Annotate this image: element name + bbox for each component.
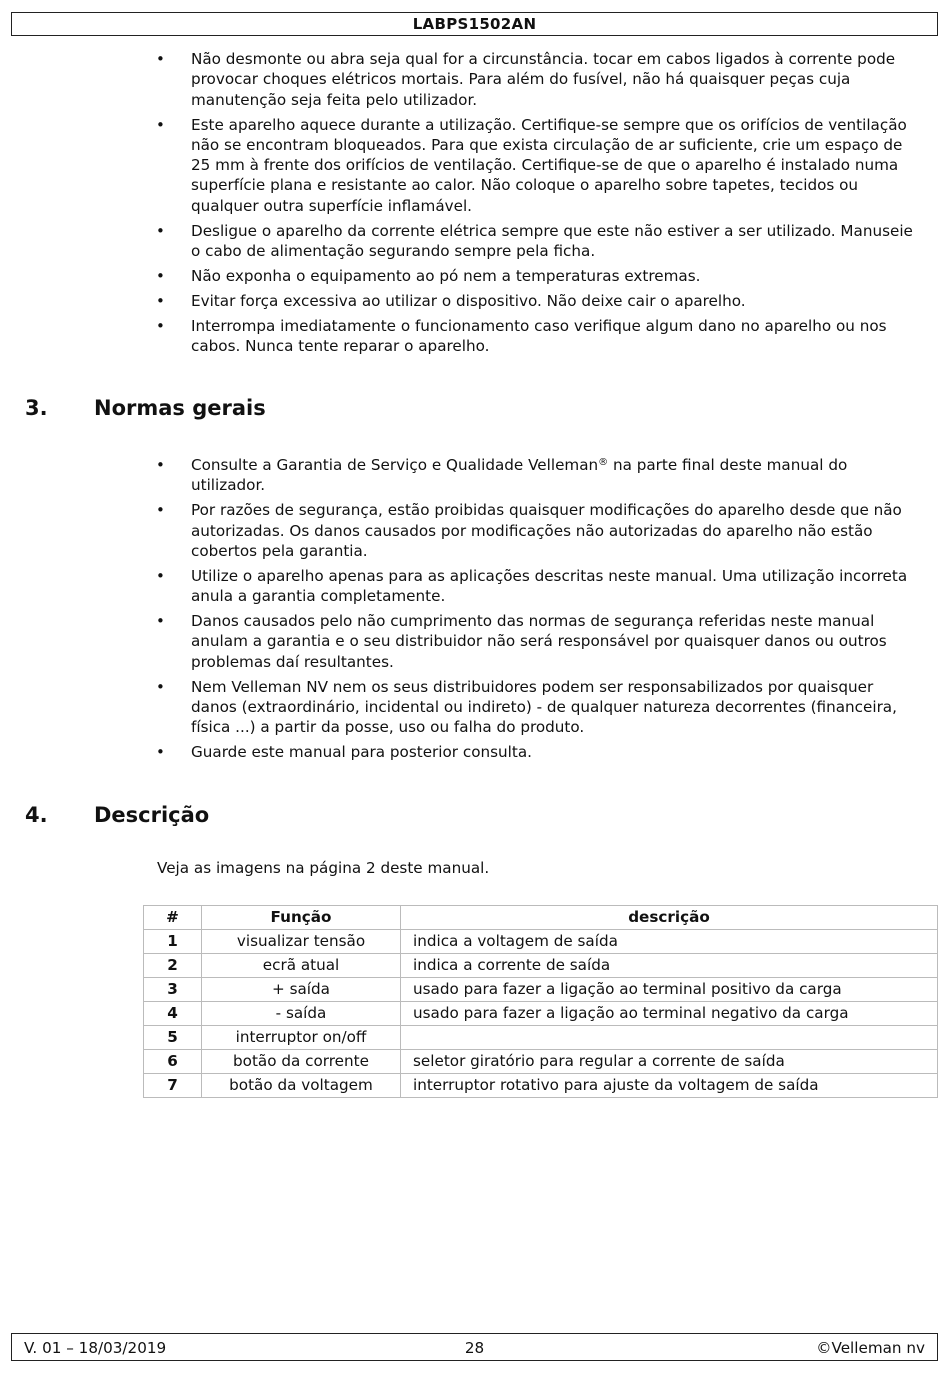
list-item bbox=[0, 115, 950, 216]
row-function: + saída bbox=[202, 978, 401, 1002]
list-item bbox=[0, 611, 950, 672]
footer-page-number: 28 bbox=[464, 1339, 485, 1357]
general-norms-list bbox=[0, 455, 950, 767]
row-description: usado para fazer a ligação ao terminal negativo da carga bbox=[401, 1002, 938, 1026]
description-table bbox=[143, 905, 938, 1098]
bullet-dot: • bbox=[156, 566, 165, 585]
column-header-number: # bbox=[144, 906, 202, 930]
bullet-dot: • bbox=[156, 677, 165, 696]
row-description: seletor giratório para regular a corrente de saída bbox=[401, 1050, 938, 1074]
section-4-intro: Veja as imagens na página 2 deste manual. bbox=[157, 859, 490, 877]
row-number: 2 bbox=[144, 954, 202, 978]
column-header-description: descrição bbox=[401, 906, 938, 930]
list-item-text: Consulte a Garantia de Serviço e Qualidade Velleman bbox=[191, 456, 599, 474]
list-item-text: Utilize o aparelho apenas para as aplicações descritas neste manual. Uma utilização incorreta anula a garantia completamente. bbox=[191, 566, 908, 606]
list-item-text: Interrompa imediatamente o funcionamento caso verifique algum dano no aparelho ou nos cabos. Nunca tente reparar o aparelho. bbox=[191, 317, 887, 356]
table-row bbox=[144, 1050, 938, 1074]
bullet-dot: • bbox=[156, 221, 165, 240]
column-header-function: Função bbox=[202, 906, 401, 930]
section-3-number: 3. bbox=[25, 396, 48, 420]
section-3-title: Normas gerais bbox=[94, 396, 266, 420]
list-item-text: Não exponha o equipamento ao pó nem a temperaturas extremas. bbox=[191, 267, 701, 286]
list-item bbox=[0, 500, 950, 561]
list-item-text: Guarde este manual para posterior consulta. bbox=[191, 743, 532, 762]
bullet-dot: • bbox=[156, 50, 165, 68]
row-function: botão da corrente bbox=[202, 1050, 401, 1074]
list-item bbox=[0, 742, 950, 762]
row-function: interruptor on/off bbox=[202, 1026, 401, 1050]
table-row bbox=[144, 930, 938, 954]
row-description: usado para fazer a ligação ao terminal positivo da carga bbox=[401, 978, 938, 1002]
footer-copyright: ©Velleman nv bbox=[816, 1339, 925, 1357]
row-number: 1 bbox=[144, 930, 202, 954]
list-item bbox=[0, 221, 950, 262]
bullet-dot: • bbox=[156, 267, 165, 286]
table-row bbox=[144, 1002, 938, 1026]
row-number: 5 bbox=[144, 1026, 202, 1050]
row-number: 4 bbox=[144, 1002, 202, 1026]
list-item bbox=[0, 677, 950, 738]
row-description: interruptor rotativo para ajuste da voltagem de saída bbox=[401, 1074, 938, 1098]
list-item bbox=[0, 291, 950, 311]
bullet-dot: • bbox=[156, 115, 165, 134]
table-row bbox=[144, 1074, 938, 1098]
list-item bbox=[0, 49, 950, 110]
row-description: indica a voltagem de saída bbox=[401, 930, 938, 954]
row-number: 7 bbox=[144, 1074, 202, 1098]
registered-mark: ® bbox=[598, 457, 609, 468]
list-item-text: na parte final deste manual do utilizador. bbox=[191, 456, 848, 495]
row-description: indica a corrente de saída bbox=[401, 954, 938, 978]
list-item-text: Não desmonte ou abra seja qual for a circunstância. tocar em cabos ligados à corrente pode provocar choques elétricos mortais. Para além do fusível, não há quaisquer peças cuja manutenção seja feita pelo utilizador. bbox=[191, 50, 896, 109]
row-description bbox=[401, 1026, 938, 1050]
list-item bbox=[0, 455, 950, 496]
row-function: ecrã atual bbox=[202, 954, 401, 978]
bullet-dot: • bbox=[156, 743, 165, 762]
row-function: botão da voltagem bbox=[202, 1074, 401, 1098]
row-number: 3 bbox=[144, 978, 202, 1002]
bullet-dot: • bbox=[156, 317, 165, 335]
table-header-row bbox=[144, 906, 938, 930]
table-row bbox=[144, 1026, 938, 1050]
safety-bullet-list bbox=[0, 49, 950, 361]
list-item bbox=[0, 566, 950, 607]
list-item-text: Nem Velleman NV nem os seus distribuidores podem ser responsabilizados por quaisquer danos (extraordinário, incidental ou indireto) - de qualquer natureza decorrentes (financeira, física ...) a partir da posse, uso ou falha do produto. bbox=[191, 677, 897, 737]
list-item-text: Por razões de segurança, estão proibidas quaisquer modificações do aparelho desde que não autorizadas. Os danos causados por modificações não autorizadas do aparelho não estão cobertos pela garantia. bbox=[191, 501, 902, 560]
table-row bbox=[144, 954, 938, 978]
list-item-text: Evitar força excessiva ao utilizar o dispositivo. Não deixe cair o aparelho. bbox=[191, 292, 746, 311]
bullet-dot: • bbox=[156, 501, 165, 520]
table-row bbox=[144, 978, 938, 1002]
bullet-dot: • bbox=[156, 292, 165, 311]
section-4-title: Descrição bbox=[94, 803, 210, 827]
list-item bbox=[0, 316, 950, 357]
row-function: - saída bbox=[202, 1002, 401, 1026]
footer-version: V. 01 – 18/03/2019 bbox=[24, 1339, 167, 1357]
row-function: visualizar tensão bbox=[202, 930, 401, 954]
list-item-text: Danos causados pelo não cumprimento das normas de segurança referidas neste manual anulam a garantia e o seu distribuidor não será responsável por quaisquer danos ou outros problemas daí resultantes. bbox=[191, 612, 887, 671]
list-item-text: Este aparelho aquece durante a utilização. Certifique-se sempre que os orifícios de ventilação não se encontram bloqueados. Para que exista circulação de ar suficiente, crie um espaço de 25 mm à frente dos orifícios de ventilação. Certifique-se de que o aparelho é instalado numa superfície plana e resistante ao calor. Não coloque o aparelho sobre tapetes, tecidos ou qualquer outra superfície inflamável. bbox=[191, 115, 907, 215]
bullet-dot: • bbox=[156, 456, 165, 474]
row-number: 6 bbox=[144, 1050, 202, 1074]
bullet-dot: • bbox=[156, 612, 165, 631]
list-item-text: Desligue o aparelho da corrente elétrica sempre que este não estiver a ser utilizado. Manuseie o cabo de alimentação segurando sempre pela ficha. bbox=[191, 221, 913, 261]
section-4-number: 4. bbox=[25, 803, 48, 827]
page-header-model: LABPS1502AN bbox=[11, 12, 938, 36]
list-item bbox=[0, 266, 950, 286]
page-footer bbox=[11, 1333, 938, 1361]
